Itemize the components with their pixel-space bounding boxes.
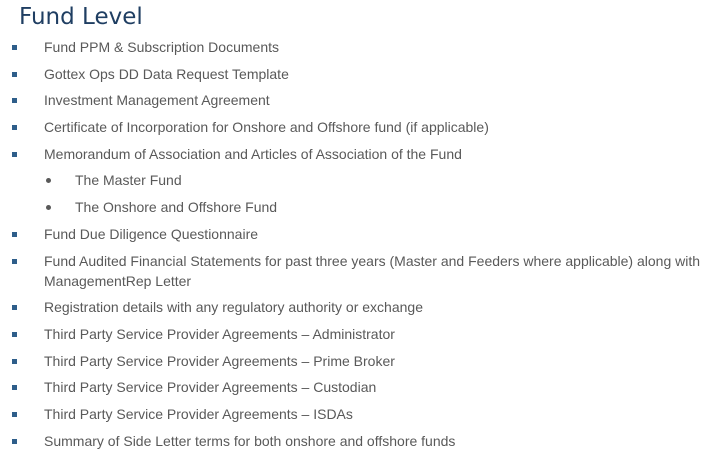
- list-item-text: Memorandum of Association and Articles of Association of the Fund: [44, 145, 462, 162]
- list-item-text: Gottex Ops DD Data Request Template: [44, 65, 289, 82]
- round-bullet-icon: [46, 205, 51, 210]
- square-bullet-icon: [12, 72, 17, 77]
- square-bullet-icon: [12, 385, 17, 390]
- square-bullet-icon: [12, 412, 17, 417]
- list-item-text: Registration details with any regulatory authority or exchange: [44, 299, 423, 316]
- square-bullet-icon: [12, 125, 17, 130]
- sub-list-item: [0, 197, 720, 217]
- list-item-text: Investment Management Agreement: [44, 92, 270, 109]
- list-item: [0, 37, 720, 57]
- list-item-text: Third Party Service Provider Agreements – Custodian: [44, 379, 377, 396]
- list-item-text: Third Party Service Provider Agreements – ISDAs: [44, 405, 353, 422]
- list-item: [0, 297, 720, 317]
- square-bullet-icon: [12, 98, 17, 103]
- list-item: [0, 251, 720, 291]
- square-bullet-icon: [12, 332, 17, 337]
- list-item-text: Third Party Service Provider Agreements – Administrator: [44, 325, 395, 342]
- list-item-text: Fund Due Diligence Questionnaire: [44, 225, 259, 242]
- list-item-text: Certificate of Incorporation for Onshore and Offshore fund (if applicable): [44, 119, 489, 136]
- list-item-text: Third Party Service Provider Agreements – Prime Broker: [44, 352, 395, 369]
- list-item: [0, 404, 720, 424]
- list-item-text: Summary of Side Letter terms for both onshore and offshore funds: [44, 432, 456, 449]
- square-bullet-icon: [12, 259, 17, 264]
- square-bullet-icon: [12, 359, 17, 364]
- list-item: [0, 431, 720, 451]
- round-bullet-icon: [46, 178, 51, 183]
- sub-list-item-text: The Master Fund: [75, 172, 182, 189]
- list-item: [0, 64, 720, 84]
- square-bullet-icon: [12, 232, 17, 237]
- list-item: [0, 351, 720, 371]
- list-item: [0, 144, 720, 164]
- list-item: [0, 224, 720, 244]
- square-bullet-icon: [12, 152, 17, 157]
- list-item-text: Fund PPM & Subscription Documents: [44, 39, 279, 55]
- list-item: [0, 117, 720, 137]
- sub-list-item: [0, 170, 720, 190]
- list-item: [0, 90, 720, 110]
- list-item: [0, 324, 720, 344]
- list-item: [0, 377, 720, 397]
- document-list: [0, 37, 720, 457]
- square-bullet-icon: [12, 45, 17, 50]
- square-bullet-icon: [12, 305, 17, 310]
- square-bullet-icon: [12, 439, 17, 444]
- sub-list-item-text: The Onshore and Offshore Fund: [75, 199, 278, 216]
- section-heading: Fund Level: [19, 4, 143, 30]
- list-item-text: Fund Audited Financial Statements for past three years (Master and Feeders where applicable) along with ManagementRep Letter: [44, 252, 701, 289]
